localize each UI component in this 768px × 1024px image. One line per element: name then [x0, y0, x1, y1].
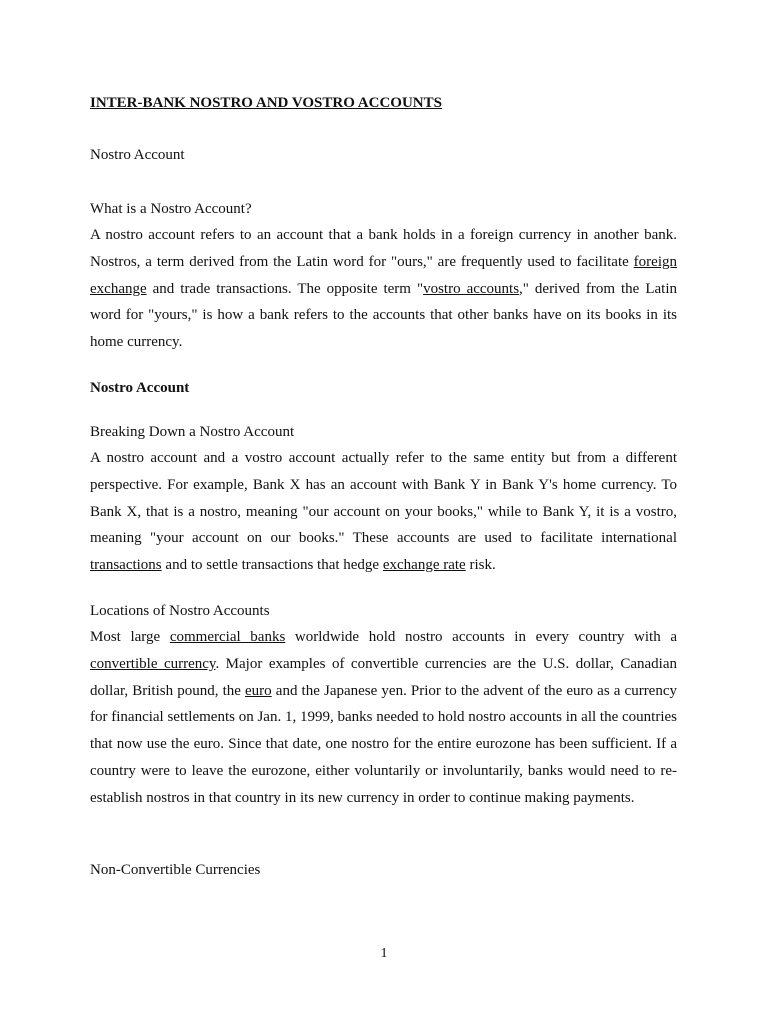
- section-heading-non-convertible: Non-Convertible Currencies: [90, 862, 261, 878]
- section-heading-nostro-account: Nostro Account: [90, 147, 185, 163]
- paragraph-text: Most large: [90, 629, 170, 645]
- paragraph-text: and trade transactions. The opposite term ": [146, 280, 424, 297]
- link-commercial-banks[interactable]: commercial banks: [169, 629, 286, 645]
- paragraph-text: A nostro account refers to an account that a bank holds in a foreign currency in another bank. Nostros, a term derived from the Latin word for "ours," are frequently used to facilitate: [90, 227, 677, 270]
- document-title: INTER-BANK NOSTRO AND VOSTRO ACCOUNTS: [90, 95, 442, 111]
- link-vostro-accounts[interactable]: vostro accounts: [423, 280, 520, 297]
- section-heading-nostro-account-bold: Nostro Account: [90, 380, 190, 396]
- paragraph-nostro-definition: [90, 222, 677, 356]
- paragraph-text: . Major examples of convertible currencies are the U.S. dollar, Canadian dollar, British pound, the: [90, 655, 677, 699]
- section-heading-locations: Locations of Nostro Accounts: [90, 603, 270, 619]
- paragraph-locations: [90, 624, 677, 812]
- link-euro[interactable]: euro: [245, 682, 272, 699]
- paragraph-text: A nostro account and a vostro account actually refer to the same entity but from a different perspective. For example, Bank X has an account with Bank Y in Bank Y's home currency. To Bank X, that is a nostro, meaning "our account on your books," while to Bank Y, it is a vostro, meaning "your account on our books." These accounts are used to facilitate international: [90, 450, 677, 547]
- paragraph-text: worldwide hold nostro accounts in every country with a: [285, 629, 677, 645]
- paragraph-text: risk.: [465, 557, 496, 574]
- paragraph-breaking-down: [90, 445, 677, 579]
- section-heading-what-is: What is a Nostro Account?: [90, 201, 252, 217]
- paragraph-text: and the Japanese yen. Prior to the advent of the euro as a currency for financial settlements on Jan. 1, 1999, banks needed to hold nostro accounts in all the countries that now use the euro. Since that date, one nostro for the entire eurozone has been sufficient. If a country were to leave the eurozone, either voluntarily or involuntarily, banks would need to re-establish nostros in that country in its new currency in order to continue making payments.: [90, 682, 678, 806]
- section-heading-breaking-down: Breaking Down a Nostro Account: [90, 424, 295, 440]
- paragraph-text: ," derived from the Latin word for "yours," is how a bank refers to the accounts that other banks have on its books in its home currency.: [90, 280, 677, 351]
- link-transactions[interactable]: transactions: [90, 557, 162, 574]
- link-exchange-rate[interactable]: exchange rate: [382, 557, 466, 574]
- link-convertible-currency[interactable]: convertible currency: [90, 655, 216, 672]
- page-number: 1: [380, 946, 388, 961]
- paragraph-text: and to settle transactions that hedge: [161, 557, 383, 574]
- link-foreign-exchange[interactable]: foreign exchange: [90, 253, 677, 297]
